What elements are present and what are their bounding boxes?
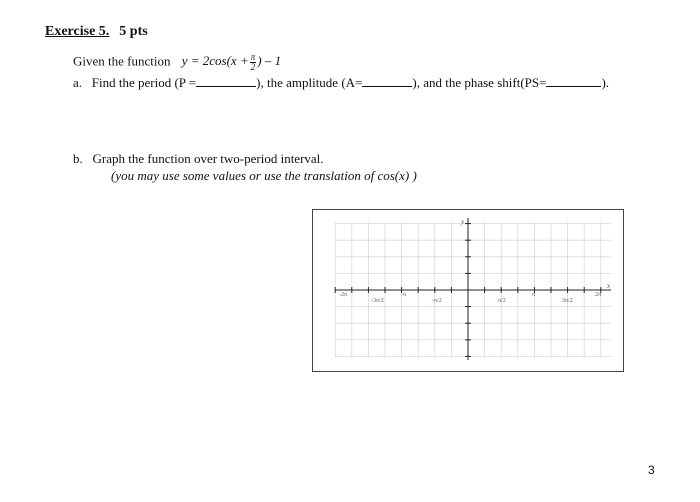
part-b-line — [73, 151, 324, 167]
coordinate-grid — [313, 210, 623, 371]
period-blank[interactable] — [196, 75, 256, 87]
x-tick-label: 3π/2 — [562, 298, 573, 304]
part-a-label: a. — [73, 75, 83, 90]
page-number: 3 — [648, 463, 655, 477]
formula-left: y = 2cos(x + — [181, 53, 249, 69]
x-axis-label: x — [607, 282, 611, 290]
function-formula — [181, 52, 282, 72]
part-a-text-amplitude: ), the amplitude (A= — [256, 75, 363, 90]
x-tick-label: -π — [401, 292, 407, 298]
given-intro: Given the function — [73, 53, 171, 69]
fraction-denominator: 2 — [250, 62, 256, 72]
y-axis-label: y — [461, 218, 465, 226]
phase-shift-blank[interactable] — [546, 75, 601, 87]
amplitude-blank[interactable] — [362, 75, 412, 87]
x-tick-label: -2π — [339, 292, 348, 298]
formula-right: ) – 1 — [257, 53, 282, 69]
fraction-numerator: π — [250, 52, 256, 62]
exercise-title: Exercise 5. — [45, 24, 110, 39]
exercise-heading — [45, 24, 148, 40]
x-tick-label: -3π/2 — [371, 298, 384, 304]
part-a-text-period: Find the period (P = — [91, 75, 197, 90]
part-b-label: b. — [73, 151, 83, 166]
x-tick-label: -π/2 — [432, 298, 442, 304]
x-tick-label: π — [532, 292, 536, 298]
x-tick-label: π/2 — [498, 298, 506, 304]
graph-grid-box[interactable] — [312, 209, 624, 372]
pi-over-two-fraction — [250, 53, 257, 72]
part-b-text: Graph the function over two-period interval. — [92, 151, 324, 166]
x-tick-label: 2π — [595, 292, 602, 298]
part-b-hint: (you may use some values or use the translation of cos(x) ) — [111, 168, 417, 183]
exercise-points: 5 pts — [119, 24, 148, 39]
part-a-text-phase: ), and the phase shift(PS= — [412, 75, 547, 90]
given-line — [73, 53, 281, 72]
part-a-text-end: ). — [601, 75, 610, 90]
part-a-line — [73, 75, 609, 91]
